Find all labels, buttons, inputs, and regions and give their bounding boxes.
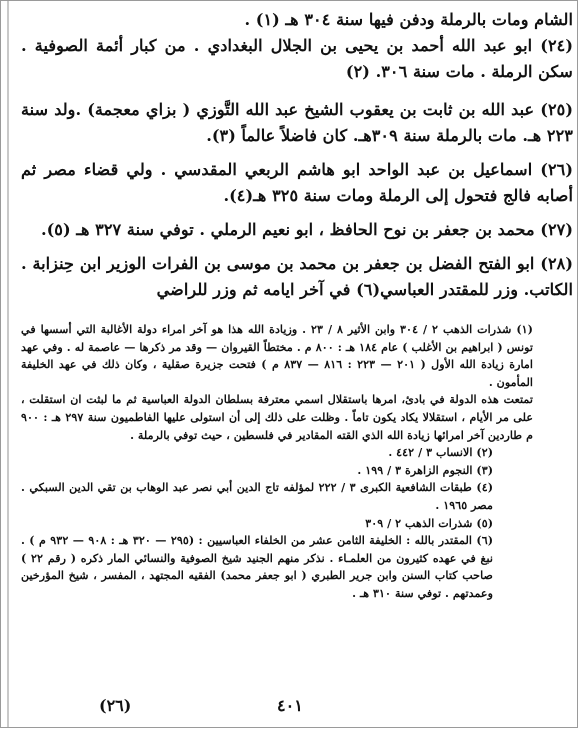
page-edge-line bbox=[7, 1, 9, 728]
footnote-4: (٤) طبقات الشافعية الكبرى ٣ / ٢٢٢ لمؤلفه تاج الدين أبي نصر عبد الوهاب بن تقي الدين السبكي . مصر ١٩٦٥ . bbox=[21, 480, 493, 512]
footnote-5: (٥) شذرات الذهب ٢ / ٣٠٩ bbox=[365, 515, 493, 530]
paragraph-entry-24: (٢٤) ابو عبد الله أحمد بن يحيى بن الجلال البغدادي . من كبار أئمة الصوفية . سكن الرملة . مات سنة ٣٠٦. (٢) bbox=[21, 36, 573, 81]
main-text bbox=[21, 7, 573, 303]
footnotes bbox=[21, 321, 573, 603]
paragraph-entry-28: (٢٨) ابو الفتح الفضل بن جعفر بن محمد بن موسى بن الفرات الوزير ابن حِنزابة . الكاتب. وزر للمقتدر العباسي(٦) في آخر ايامه ثم وزر للراضي bbox=[21, 254, 573, 299]
paragraph-entry-26: (٢٦) اسماعيل بن عبد الواحد ابو هاشم الربعي المقدسي . ولي قضاء مصر ثم أصابه فالج فتحول إلى الرملة ومات سنة ٣٢٥ هـ(٤). bbox=[21, 160, 573, 205]
footnote-1-continued: تمتعت هذه الدولة في بادئ، امرها باستقلال اسمي معترفة بسلطان الدولة العباسية ثم ما لبثت ان استقلت ، على مر الأيام ، استقلالا يكاد يكون تاماً . وظلت على ذلك إلى أن استولى عليها الفاطميون سنة ٢٩٧ هـ : ٩٠٠ م طاردين آخر امرائها زيادة الله الذي القته المقادير في فلسطين ، حيث توفي بالرملة . bbox=[21, 392, 533, 442]
footnote-1: (١) شذرات الذهب ٢ / ٣٠٤ وابن الأثير ٨ / ٢٣ . وزيادة الله هذا هو آخر امراء دولة الأغالبة التي أسسها في تونس ( ابراهيم بن الأغلب ) عام ١٨٤ هـ : ٨٠٠ م . مختطاً القيروان — وقد مر ذكرها — عاصمة له . وفي عهد امارة زيادة الله الأول ( ٢٠١ — ٢٢٣ : ٨١٦ — ٨٣٧ م ) فتحت جزيرة صقلية ، وكان ذلك في عهد الخليفة المأمون . bbox=[21, 322, 534, 389]
paragraph-entry-25: (٢٥) عبد الله بن ثابت بن يعقوب الشيخ عبد الله التَّوزي ( بزاي معجمة) .ولد سنة ٢٢٣ هـ. مات بالرملة سنة ٣٠٩هـ. كان فاضلاً عالماً (٣). bbox=[21, 100, 573, 145]
page-number: ٤٠١ bbox=[277, 696, 303, 715]
paragraph-entry-27: (٢٧) محمد بن جعفر بن نوح الحافظ ، ابو نعيم الرملي . توفي سنة ٣٢٧ هـ (٥). bbox=[40, 220, 573, 239]
page-body bbox=[21, 7, 573, 603]
footnote-2: (٢) الانساب ٣ / ٤٤٢ . bbox=[388, 445, 493, 460]
footnote-6: (٦) المقتدر بالله : الخليفة الثامن عشر من الخلفاء العباسيين : (٢٩٥ — ٣٢٠ هـ : ٩٠٨ — ٩٣٢ م ) . نبغ في عهده كثيرون من العلمـاء . نذكر منهم الجنيد شيخ الصوفية والنسائي المار ذكره ( رقم ٢٢ ) صاحب كتاب السنن وابن جرير الطبري ( ابو جعفر محمد) الفقيه المجتهد ، المفسر ، شيخ المؤرخين وعمدتهم . توفي سنة ٣١٠ هـ . bbox=[21, 533, 493, 600]
footnote-3: (٣) النجوم الزاهرة ٣ / ١٩٩ . bbox=[357, 462, 493, 477]
paragraph-continuation: الشام ومات بالرملة ودفن فيها سنة ٣٠٤ هـ (١) . bbox=[244, 10, 573, 29]
page-footer bbox=[21, 696, 573, 720]
bracketed-number: (٢٦) bbox=[99, 696, 132, 715]
